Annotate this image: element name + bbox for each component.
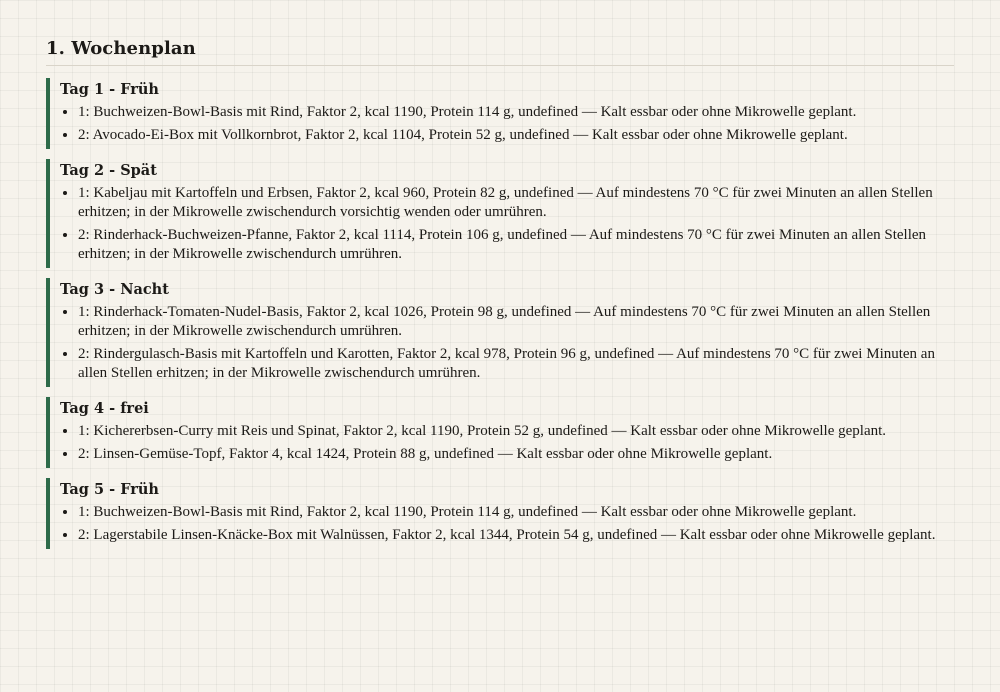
meal-item: • 1: Buchweizen-Bowl-Basis mit Rind, Faktor 2, kcal 1190, Protein 114 g, undefined — Kalt essbar oder ohne Mikrowelle geplant. (78, 103, 954, 122)
meal-list (60, 422, 954, 464)
day-1 (46, 78, 954, 149)
meal-list (60, 303, 954, 383)
meal-item: • 2: Rindergulasch-Basis mit Kartoffeln und Karotten, Faktor 2, kcal 978, Protein 96 g, undefined — Auf mindestens 70 °C für zwei Minuten an allen Stellen erhitzen; in der Mikrowelle zwischendurch umrühren. (78, 345, 954, 383)
meal-item: • 2: Rinderhack-Buchweizen-Pfanne, Faktor 2, kcal 1114, Protein 106 g, undefined — Auf mindestens 70 °C für zwei Minuten an allen Stellen erhitzen; in der Mikrowelle zwischendurch umrühren. (78, 226, 954, 264)
day-title: Tag 4 - frei (60, 400, 149, 417)
meal-list (60, 103, 954, 145)
day-3 (46, 278, 954, 387)
day-4 (46, 397, 954, 468)
day-title: Tag 3 - Nacht (60, 281, 169, 298)
meal-item: • 2: Avocado-Ei-Box mit Vollkornbrot, Faktor 2, kcal 1104, Protein 52 g, undefined — Kalt essbar oder ohne Mikrowelle geplant. (78, 126, 954, 145)
day-title: Tag 5 - Früh (60, 481, 159, 498)
meal-item: • 2: Linsen-Gemüse-Topf, Faktor 4, kcal 1424, Protein 88 g, undefined — Kalt essbar oder ohne Mikrowelle geplant. (78, 445, 954, 464)
week-plan (46, 38, 954, 549)
meal-list (60, 184, 954, 264)
day-2 (46, 159, 954, 268)
meal-item: • 1: Buchweizen-Bowl-Basis mit Rind, Faktor 2, kcal 1190, Protein 114 g, undefined — Kalt essbar oder ohne Mikrowelle geplant. (78, 503, 954, 522)
meal-list (60, 503, 954, 545)
meal-item: • 1: Rinderhack-Tomaten-Nudel-Basis, Faktor 2, kcal 1026, Protein 98 g, undefined — Auf mindestens 70 °C für zwei Minuten an allen Stellen erhitzen; in der Mikrowelle zwischendurch umrühren. (78, 303, 954, 341)
day-5 (46, 478, 954, 549)
meal-item: • 1: Kabeljau mit Kartoffeln und Erbsen, Faktor 2, kcal 960, Protein 82 g, undefined — Auf mindestens 70 °C für zwei Minuten an allen Stellen erhitzen; in der Mikrowelle zwischendurch vorsichtig wenden oder umrühren. (78, 184, 954, 222)
meal-item: • 2: Lagerstabile Linsen-Knäcke-Box mit Walnüssen, Faktor 2, kcal 1344, Protein 54 g, undefined — Kalt essbar oder ohne Mikrowelle geplant. (78, 526, 954, 545)
day-title: Tag 1 - Früh (60, 81, 159, 98)
page-title: 1. Wochenplan (46, 38, 954, 66)
day-title: Tag 2 - Spät (60, 162, 157, 179)
meal-item: • 1: Kichererbsen-Curry mit Reis und Spinat, Faktor 2, kcal 1190, Protein 52 g, undefined — Kalt essbar oder ohne Mikrowelle geplant. (78, 422, 954, 441)
